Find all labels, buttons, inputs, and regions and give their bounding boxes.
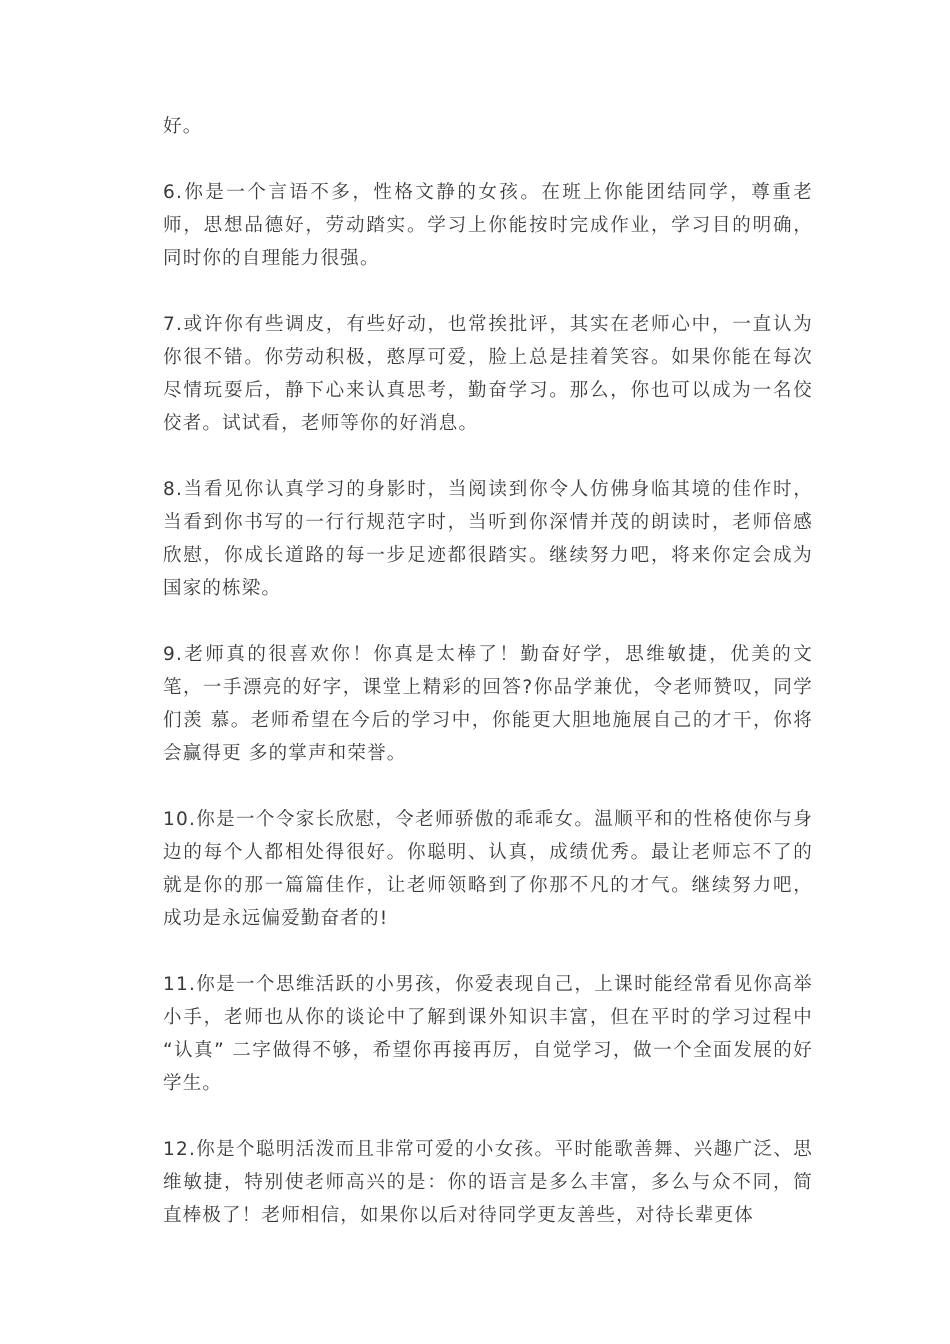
paragraph-comment-8: 8.当看见你认真学习的身影时，当阅读到你令人仿佛身临其境的佳作时，当看到你书写的一行行规范字时，当听到你深情并茂的朗读时，老师倍感欣慰，你成长道路的每一步足迹都很踏实。继续努力吧，将来你定会成为国家的栋梁。 bbox=[163, 479, 813, 599]
paragraph-comment-7: 7.或许你有些调皮，有些好动，也常挨批评，其实在老师心中，一直认为你很不错。你劳动积极，憨厚可爱，脸上总是挂着笑容。如果你能在每次尽情玩耍后，静下心来认真思考，勤奋学习。那么，你也可以成为一名佼佼者。试试看，老师等你的好消息。 bbox=[163, 314, 813, 434]
paragraph-continuation: 好。 bbox=[163, 116, 203, 137]
paragraph-comment-11: 11.你是一个思维活跃的小男孩，你爱表现自己，上课时能经常看见你高举小手，老师也从你的谈论中了解到课外知识丰富，但在平时的学习过程中 “认真” 二字做得不够，希望你再接再厉，自觉学习，做一个全面发展的好学生。 bbox=[163, 974, 813, 1094]
document-body bbox=[163, 110, 813, 1265]
paragraph-comment-9: 9.老师真的很喜欢你！你真是太棒了！勤奋好学，思维敏捷，优美的文笔，一手漂亮的好字，课堂上精彩的回答?你品学兼优，令老师赞叹，同学们羡 慕。老师希望在今后的学习中，你能更大胆地施展自己的才干，你将会赢得更 多的掌声和荣誉。 bbox=[163, 644, 813, 764]
paragraph-comment-6: 6.你是一个言语不多，性格文静的女孩。在班上你能团结同学，尊重老师，思想品德好，劳动踏实。学习上你能按时完成作业，学习目的明确，同时你的自理能力很强。 bbox=[163, 182, 813, 269]
paragraph-comment-12: 12.你是个聪明活泼而且非常可爱的小女孩。平时能歌善舞、兴趣广泛、思维敏捷，特别使老师高兴的是：你的语言是多么丰富，多么与众不同，简直棒极了！老师相信，如果你以后对待同学更友善些，对待长辈更体 bbox=[163, 1139, 813, 1226]
paragraph-comment-10: 10.你是一个令家长欣慰，令老师骄傲的乖乖女。温顺平和的性格使你与身边的每个人都相处得很好。你聪明、认真，成绩优秀。最让老师忘不了的就是你的那一篇篇佳作，让老师领略到了你那不凡的才气。继续努力吧，成功是永远偏爱勤奋者的! bbox=[163, 809, 813, 929]
